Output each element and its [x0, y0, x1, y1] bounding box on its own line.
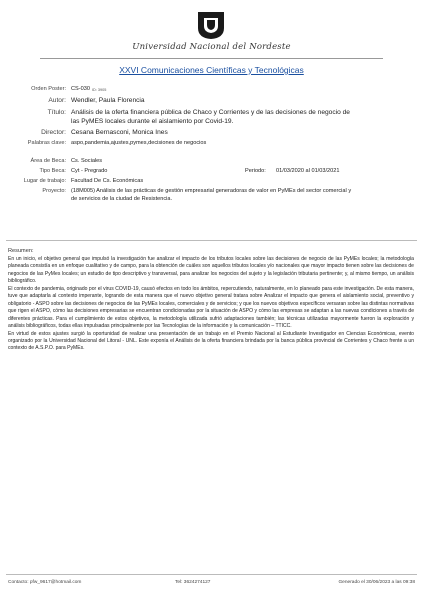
periodo-value: 01/03/2020 al 01/03/2021 — [276, 168, 340, 174]
footer-tel: Tel: 3624274127 — [175, 580, 211, 585]
autor-value: Wendler, Paula Florencia — [71, 97, 145, 104]
event-title: XXVI Comunicaciones Científicas y Tecnológicas — [119, 65, 304, 75]
footer-contacto: Contacto: pfw_9617@hotmail.com — [8, 580, 82, 585]
proyecto-line-1: (18M005) Análisis de las prácticas de gestión empresarial generadoras de valor en PyMEs del sector comercial y — [71, 188, 352, 194]
proyecto-line-2: de servicios de la ciudad de Resistencia. — [71, 196, 173, 202]
footer-divider — [6, 574, 417, 575]
palabras-clave-label: Palabras clave: — [27, 140, 66, 146]
tipo-beca-label: Tipo Beca: — [39, 168, 66, 174]
area-beca-value: Cs. Sociales — [71, 158, 103, 164]
autor-label: Autor: — [48, 97, 66, 104]
resumen-label: Resumen: — [8, 248, 34, 254]
area-beca-label: Área de Beca: — [30, 158, 66, 164]
periodo-label: Periodo: — [245, 168, 266, 174]
titulo-line-1: Análisis de la oferta financiera pública de Chaco y Corrientes y de las decisiones de negocio de — [71, 109, 350, 116]
section-divider — [6, 240, 417, 241]
resumen-paragraph-2: El contexto de pandemia, originado por el virus COVID-19, causó efectos en todo los ámbitos, repercutiendo, naturalmente, en lo planeado para este investigación. De esta manera, tuve que adaptarla al contexto imperante, logrando de esta manera que el nuevo objetivo general tratara sobre Analizar el impacto que genera el aislamiento social, preventivo y obligatorio - ASPO sobre las decisiones de negocios de las PyMEs locales, comerciales y de servicios; y que los nuevos objetivos específicos versaran sobre las distintas normativas que rigen el ASPO, cómo las decisiones empresarias se encuentran condicionadas por la situación de ASPO y cómo las empresas se adaptan a las nuevas condiciones a través de diferentes prácticas. Para el cumplimiento de estos objetivos, la metodología utilizada sufrió adaptaciones también; las técnicas utilizadas mayormente fueron la exploración y análisis bibliográficos, todas ellas impulsadas principalmente por las Tecnologías de la información y la comunicación – TTICC. — [8, 285, 414, 330]
lugar-trabajo-value: Facultad De Cs. Económicas — [71, 178, 144, 184]
tipo-beca-value: Cyt - Pregrado — [71, 168, 108, 174]
university-name: Universidad Nacional del Nordeste — [132, 42, 291, 52]
orden-poster-value: CS-030 — [71, 86, 90, 92]
director-value: Cesana Bernasconi, Monica Ines — [71, 129, 168, 136]
director-label: Director: — [41, 129, 66, 136]
titulo-label: Título: — [47, 109, 66, 116]
resumen-paragraph-3: En virtud de estos ajustes surgió la oportunidad de realizar una presentación de un trabajo en el Premio Nacional al Estudiante Investigador en Ciencias Económicas, evento organizado por la Universidad Nacional del Litoral - UNL. Este exponía el Análisis de la oferta financiera brindada por la banca pública provincial de Corrientes y Chaco frente a un contexto de A.S.P.O. para PyMEs. — [8, 330, 414, 352]
poster-id: ID: 3905 — [92, 88, 107, 92]
resumen-body — [8, 256, 414, 353]
resumen-paragraph-1: En un inicio, el objetivo general que impulsó la investigación fue analizar el impacto de los tributos locales sobre las decisiones de negocio de las PyMEs locales; la metodología planeada consistía en un enfoque cualitativo y de campo, para la obtención de cuáles son aquellos tributos locales y/o nacionales que mayor impacto tienen sobre las decisiones de negocios de las PyMes locales; un estudio de tipo descriptivo y transversal, para analizar los negocios del sujeto y la legislación tributaria pertinente; y, al mismo tiempo, un análisis bibliográfico. — [8, 256, 414, 285]
lugar-trabajo-label: Lugar de trabajo: — [23, 178, 66, 184]
proyecto-label: Proyecto: — [42, 188, 66, 194]
palabras-clave-value: aspo,pandemia,ajustes,pymes,decisiones de negocios — [71, 140, 207, 146]
footer-generado: Generado el 30/06/2023 a las 09:38 — [338, 580, 415, 585]
title-divider — [40, 58, 383, 59]
orden-poster-label: Orden Poster: — [31, 86, 66, 92]
titulo-line-2: las PyMES locales durante el aislamiento por Covid-19. — [71, 118, 234, 125]
university-logo-icon — [196, 10, 226, 40]
